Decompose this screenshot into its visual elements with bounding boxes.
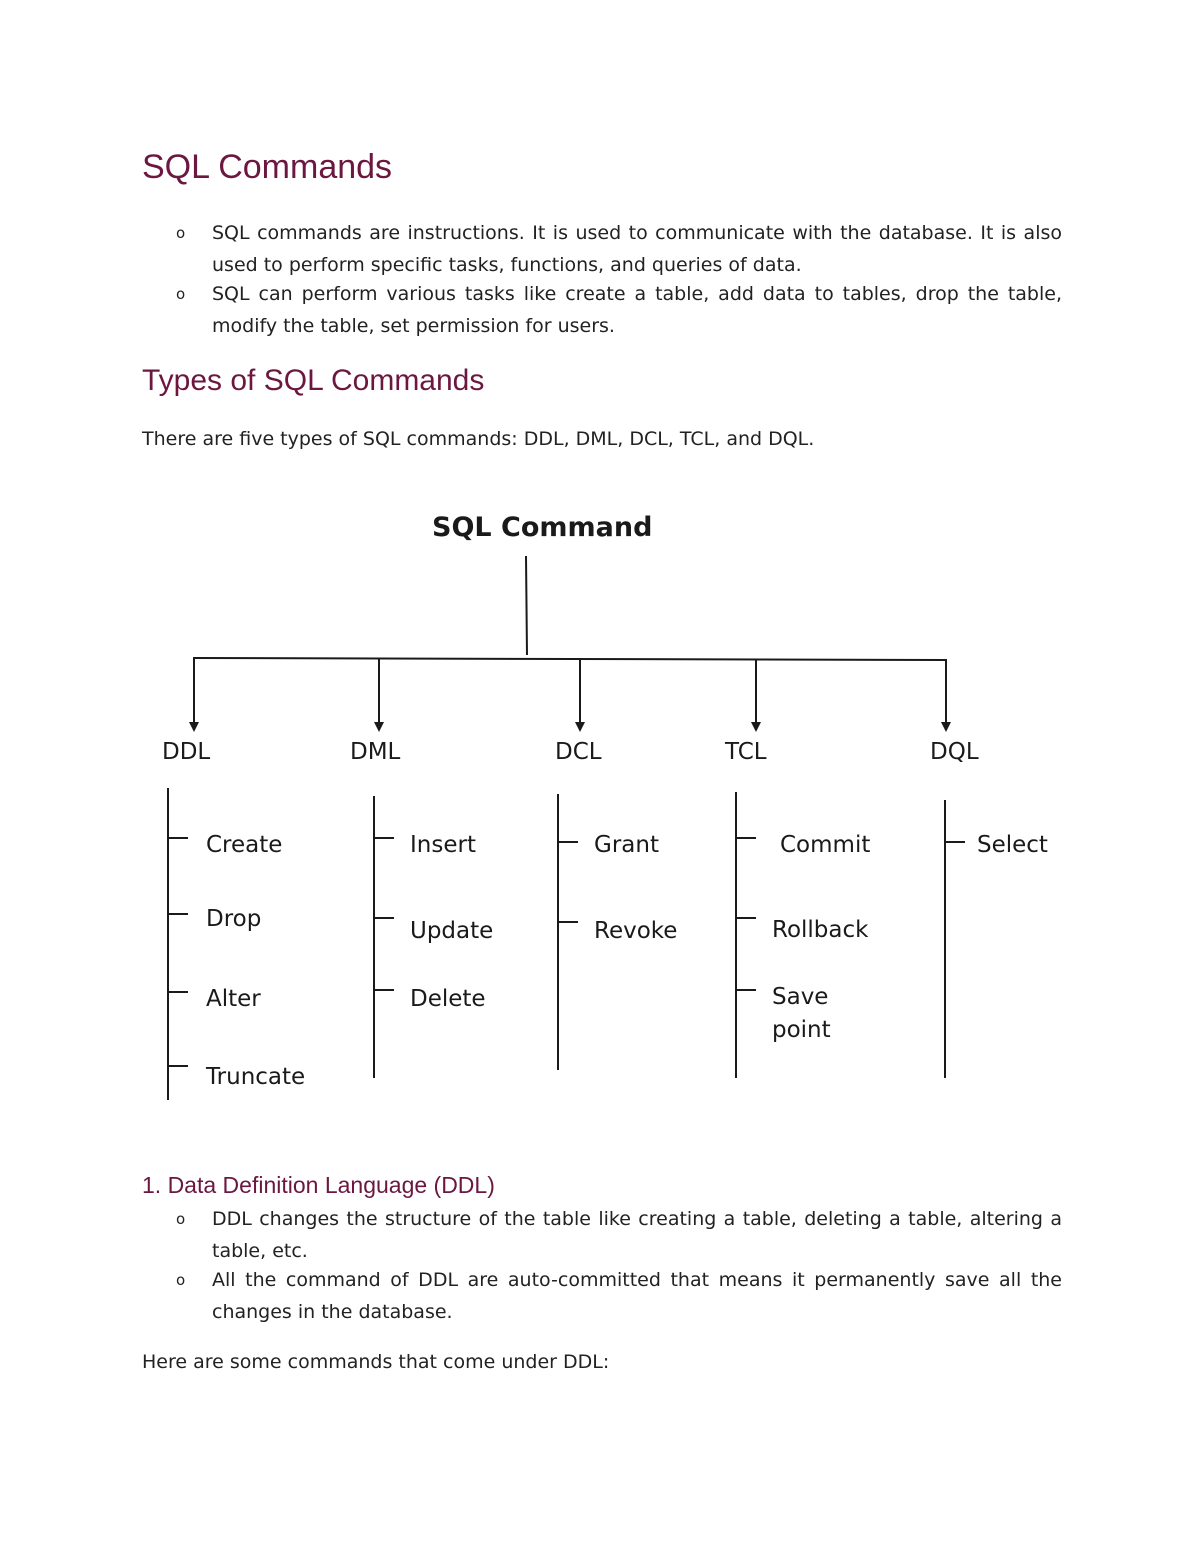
list-item-text: DDL changes the structure of the table like creating a table, deleting a table, altering a table, etc.: [212, 1208, 1062, 1262]
dql-group-label: DQL: [930, 739, 979, 765]
tcl-item-label: Save: [772, 984, 829, 1010]
ddl-item-label: Alter: [206, 986, 261, 1012]
dml-item-label: Insert: [410, 832, 476, 858]
dcl-item-label: Grant: [594, 832, 659, 858]
horizontal-branch-line: [193, 658, 947, 660]
list-item: [172, 278, 1062, 342]
dcl-item-label: Revoke: [594, 918, 678, 944]
dml-item-label: Delete: [410, 986, 486, 1012]
ddl-item-label: Drop: [206, 906, 262, 932]
tcl-item-label: Rollback: [772, 917, 869, 943]
list-item: [172, 1203, 1062, 1267]
root-node-label: SQL Command: [432, 512, 653, 543]
dml-item-label: Update: [410, 918, 494, 944]
dcl-group-label: DCL: [555, 739, 602, 765]
page-title: SQL Commands: [142, 148, 393, 186]
bullet-icon: o: [176, 1210, 186, 1228]
tcl-item-label: Commit: [780, 832, 871, 858]
ddl-group-label: DDL: [162, 739, 211, 765]
root-stem-line: [526, 556, 527, 655]
ddl-item-label: Truncate: [206, 1064, 306, 1090]
section-heading-ddl: 1. Data Definition Language (DDL): [142, 1172, 495, 1198]
tcl-group-label: TCL: [725, 739, 767, 765]
dql-item-label: Select: [977, 832, 1048, 858]
intro-bullet-list: [172, 217, 1062, 339]
tcl-item-label: point: [772, 1017, 831, 1043]
ddl-outro-paragraph: Here are some commands that come under DDL:: [142, 1351, 610, 1373]
dml-group-label: DML: [350, 739, 401, 765]
sql-command-tree-diagram: [0, 490, 1200, 1120]
ddl-bullet-list: [172, 1203, 1062, 1325]
list-item-text: All the command of DDL are auto-committed that means it permanently save all the changes in the database.: [212, 1269, 1062, 1323]
bullet-icon: o: [176, 224, 186, 242]
ddl-item-label: Create: [206, 832, 283, 858]
bullet-icon: o: [176, 285, 186, 303]
list-item-text: SQL can perform various tasks like create a table, add data to tables, drop the table, modify the table, set permission for users.: [212, 283, 1062, 337]
list-item-text: SQL commands are instructions. It is used to communicate with the database. It is also used to perform specific tasks, functions, and queries of data.: [212, 222, 1062, 276]
list-item: [172, 1264, 1062, 1328]
tree-labels: [162, 512, 1048, 1090]
bullet-icon: o: [176, 1271, 186, 1289]
types-intro-paragraph: There are five types of SQL commands: DDL, DML, DCL, TCL, and DQL.: [142, 428, 815, 450]
list-item: [172, 217, 1062, 281]
tree-connectors: [168, 556, 965, 1100]
section-heading-types: Types of SQL Commands: [142, 364, 485, 397]
